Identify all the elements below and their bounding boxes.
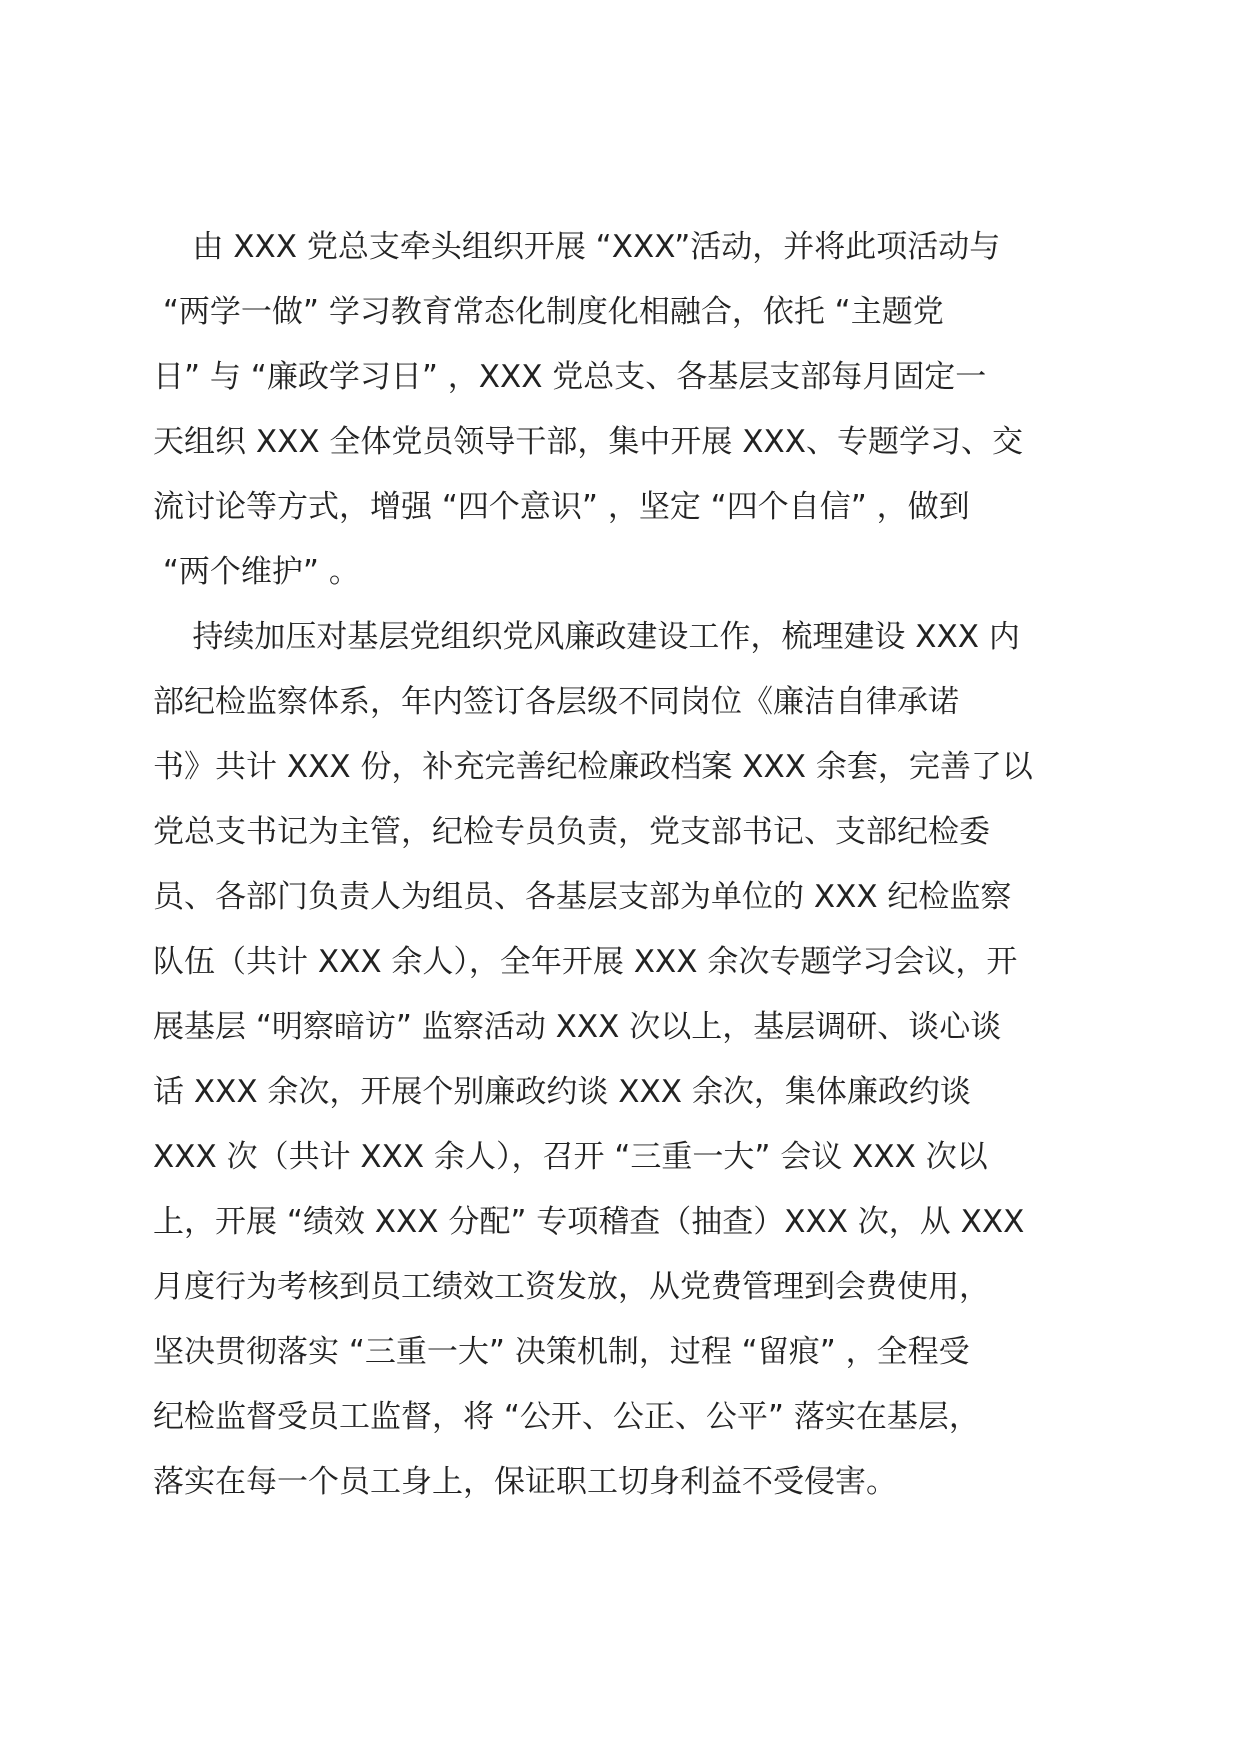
text-line: 部纪检监察体系，年内签订各层级不同岗位《廉洁自律承诺 — [153, 684, 959, 720]
text-line: 落实在每一个员工身上，保证职工切身利益不受侵害。 — [153, 1464, 897, 1500]
text-line: 展基层 “明察暗访” 监察活动 XXX 次以上，基层调研、谈心谈 — [153, 1009, 1002, 1045]
text-line: “两个维护” 。 — [153, 554, 360, 590]
text-line: “两学一做” 学习教育常态化制度化相融合，依托 “主题党 — [153, 294, 944, 330]
text-line: 书》共计 XXX 份，补充完善纪检廉政档案 XXX 余套，完善了以 — [153, 749, 1033, 785]
text-line: 纪检监督受员工监督，将 “公开、公正、公平” 落实在基层， — [153, 1399, 980, 1435]
text-line: XXX 次（共计 XXX 余人），召开 “三重一大” 会议 XXX 次以 — [153, 1139, 988, 1175]
text-line: 持续加压对基层党组织党风廉政建设工作，梳理建设 XXX 内 — [153, 619, 1020, 655]
text-line: 话 XXX 余次，开展个别廉政约谈 XXX 余次，集体廉政约谈 — [153, 1074, 971, 1110]
text-line: 坚决贯彻落实 “三重一大” 决策机制，过程 “留痕” ，全程受 — [153, 1334, 970, 1370]
text-line: 流讨论等方式，增强 “四个意识” ，坚定 “四个自信” ，做到 — [153, 489, 970, 525]
text-line: 天组织 XXX 全体党员领导干部，集中开展 XXX、专题学习、交 — [153, 424, 1023, 460]
text-line: 日” 与 “廉政学习日” ，XXX 党总支、各基层支部每月固定一 — [153, 359, 987, 395]
text-line: 由 XXX 党总支牵头组织开展 “XXX”活动，并将此项活动与 — [153, 229, 1001, 265]
text-line: 队伍（共计 XXX 余人），全年开展 XXX 余次专题学习会议，开 — [153, 944, 1018, 980]
text-line: 员、各部门负责人为组员、各基层支部为单位的 XXX 纪检监察 — [153, 879, 1012, 915]
document-body — [153, 215, 1093, 1515]
text-line: 月度行为考核到员工绩效工资发放，从党费管理到会费使用， — [153, 1269, 990, 1305]
text-line: 上，开展 “绩效 XXX 分配” 专项稽查（抽查）XXX 次，从 XXX — [153, 1204, 1025, 1240]
text-line: 党总支书记为主管，纪检专员负责，党支部书记、支部纪检委 — [153, 814, 990, 850]
